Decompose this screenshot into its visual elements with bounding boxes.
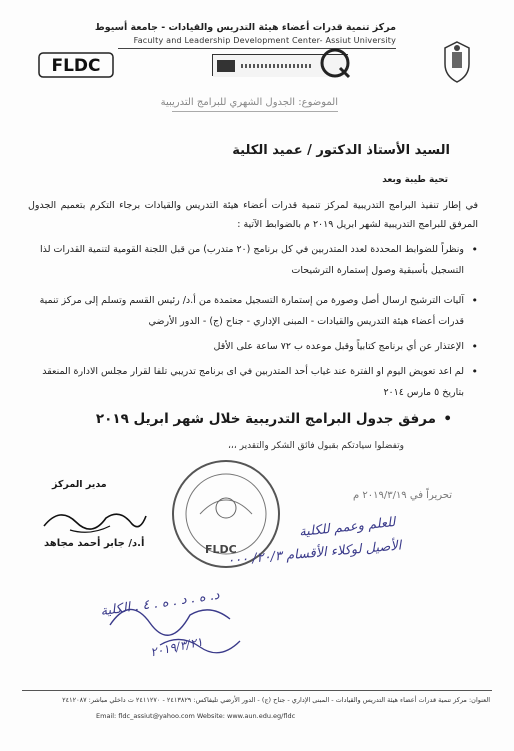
footer-address: العنوان: مركز تنمية قدرات أعضاء هيئة التدريس والقيادات - المبنى الإداري - جناح (ج) - الدور الأرضي تليفاكس: ٢٤١٣٨٢٩ - ٢٤١١٢٧٠ ت داخلي مباشر: ٢٤١٢٠٨٧: [62, 696, 490, 704]
handwritten-note: د. ه . د . ه . ٤ . الكلية: [99, 587, 221, 620]
director-name: أ.د/ جابر أحمد مجاهد: [44, 538, 145, 549]
subject-underline: [172, 111, 338, 112]
university-logo-icon: [442, 40, 472, 84]
rule-bullet: • الإعتذار عن أي برنامج كتابياً وقبل موعده ب ٧٢ ساعة على الأقل: [38, 336, 478, 357]
director-signature-icon: [40, 496, 150, 540]
header-divider: [118, 48, 396, 49]
closing-line: وتفضلوا سيادتكم بقبول فائق الشكر والتقدير ،،،: [228, 441, 404, 451]
header-english-org: Faculty and Leadership Development Center- Assiut University: [133, 36, 396, 45]
handwritten-date: ٢٠١٩/٣/٢١: [149, 634, 205, 660]
fldc-logo: [38, 52, 114, 78]
stamp-logo-text: FLDC: [205, 543, 237, 556]
issue-date: تحريراً في ٢٠١٩/٣/١٩ م: [352, 490, 452, 501]
intro-paragraph: في إطار تنفيذ البرامج التدريبية لمركز تنمية قدرات أعضاء هيئة التدريس والقيادات برجاء التكرم بتعميم الجدول المرفق للبرامج التدريبية لشهر ابريل ٢٠١٩ م بالضوابط الآتية :: [28, 200, 478, 230]
fldc-logo-frame-icon: [38, 52, 114, 78]
greeting: تحية طيبة وبعد: [382, 175, 448, 185]
rule-bullet: • آليات الترشيح ارسال أصل وصورة من إستمارة التسجيل معتمدة من أ.د/ رئيس القسم وتسلم إلى مركز تنمية قدرات أعضاء هيئة التدريس والقيادات - المبنى الإداري - جناح (ج) - الدور الأرضي: [38, 290, 478, 332]
footer-contact: Email: fldc_assiut@yahoo.com Website: www.aun.edu.eg/fldc: [96, 712, 296, 720]
handwritten-note: للعلم وعمم للكلية: [298, 514, 397, 541]
addressee: السيد الأستاذ الدكتور / عميد الكلية: [232, 143, 450, 158]
quality-mark-icon: [318, 46, 352, 80]
header-arabic-org: مركز تنمية قدرات أعضاء هيئة التدريس والقيادات - جامعة أسيوط: [94, 22, 396, 33]
subject-line: الموضوع: الجدول الشهري للبرامج التدريبية: [160, 97, 338, 108]
fldc-logo-text: FLDC: [51, 56, 101, 76]
handwritten-note: الأصيل لوكلاء الأقسام ٢٠/٣/ ٠٠٠: [227, 538, 403, 569]
rule-bullet: • ونظراً للضوابط المحددة لعدد المتدربين في كل برنامج (٢٠ متدرب) من قبل اللجنة القومية لتنمية القدرات لذا التسجيل بأسبقية وصول إستمارة الترشيحات: [38, 239, 478, 281]
director-title: مدير المركز: [52, 479, 107, 490]
attachment-note: مرفق جدول البرامج التدريبية خلال شهر ابريل ٢٠١٩ •: [96, 411, 436, 427]
footer-divider: [22, 690, 492, 691]
rule-bullet: • لم اعد تعويض اليوم او الفترة عند غياب أحد المتدربين في اى برنامج تدريبي تلفا لقرار مجلس الادارة المنعقد بتاريخ ٥ مارس ٢٠١٤: [38, 361, 478, 403]
